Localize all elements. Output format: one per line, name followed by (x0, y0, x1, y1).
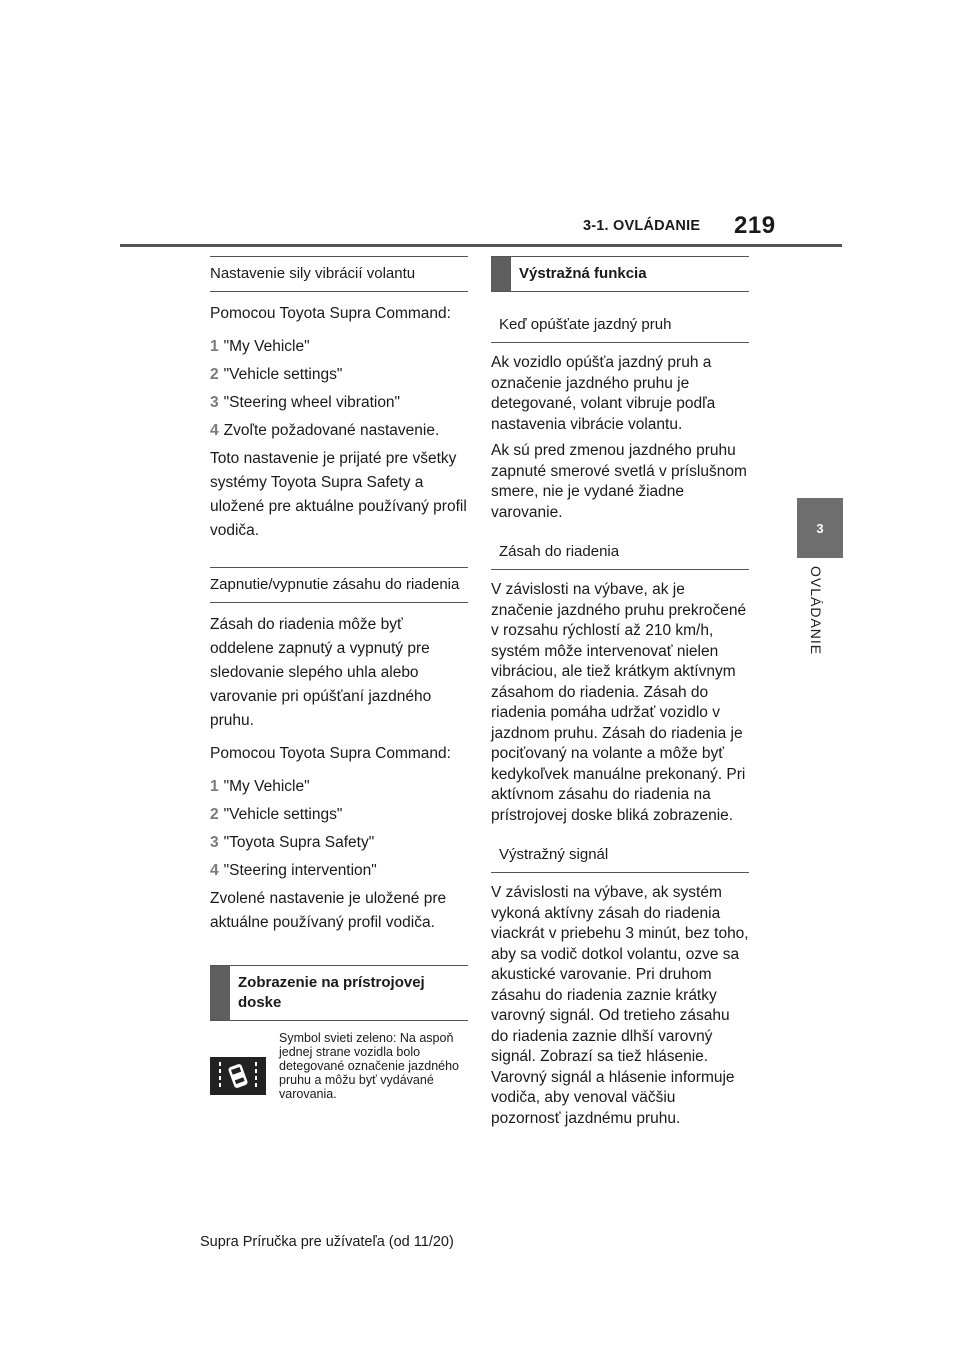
step-item (210, 803, 468, 827)
body-text: Zásah do riadenia môže byť oddelene zapnutý a vypnutý pre sledovanie slepého uhla alebo varovanie pri opúšťaní jazdného pruhu. (210, 616, 432, 729)
chapter-label: OVLÁDANIE (808, 566, 824, 656)
note-text: Toto nastavenie je prijaté pre všetky systémy Toyota Supra Safety a uložené pre aktuálne používaný profil vodiča. (210, 450, 467, 539)
heading-text: Výstražný signál (499, 846, 609, 863)
heading-warning-function (491, 256, 749, 292)
step-number: 3 (210, 394, 219, 411)
step-number: 2 (210, 806, 219, 823)
subheading-leaving-lane (491, 308, 749, 343)
step-number: 2 (210, 366, 219, 383)
step-item (210, 859, 468, 883)
step-item (210, 363, 468, 387)
step-number: 4 (210, 422, 219, 439)
heading-text: Výstražná funkcia (519, 265, 647, 282)
chapter-tab (797, 498, 843, 558)
subheading-warning-signal (491, 838, 749, 873)
lane-keeping-icon (210, 1057, 266, 1095)
heading-vibration-strength (210, 256, 468, 292)
step-number: 4 (210, 862, 219, 879)
symbol-description: Symbol svieti zeleno: Na aspoň jednej strane vozidla bolo detegované označenie jazdného pruhu a môžu byť vydávané varovania. (279, 1031, 460, 1101)
body-text: V závislosti na výbave, ak je značenie jazdného pruhu prekročené v rozsahu rýchlostí až 210 km/h, systém môže intervenovať nielen vibráciou, ale tiež krátkym aktívnym zásahom do riadenia. Zásah do riadenia pomáha udržať vozidlo v jazdnom pruhu. Zásah do riadenia je pociťovaný na volante a môže byť kedykoľvek manuálne prekonaný. Pri aktívnom zásahu do riadenia na prístrojovej doske bliká zobrazenie. (491, 581, 747, 824)
section-title: 3-1. OVLÁDANIE (583, 218, 701, 234)
step-text: "My Vehicle" (223, 338, 310, 355)
subheading-steering-intervention (491, 535, 749, 570)
intro-text: Pomocou Toyota Supra Command: (210, 745, 451, 762)
body-text: Ak vozidlo opúšťa jazdný pruh a označenie jazdného pruhu je detegované, volant vibruje podľa nastavenia vibrácie volantu. (491, 354, 716, 433)
symbol-row (210, 1031, 468, 1101)
step-text: "Vehicle settings" (223, 806, 343, 823)
body-text: V závislosti na výbave, ak systém vykoná aktívny zásah do riadenia viackrát v priebehu 3 minút, bez toho, aby sa vodič dotkol volantu, ozve sa akustické varovanie. Pri druhom zásahu do riadenia zaznie krátky varovný signál. Od tretieho zásahu do riadenia zaznie dlhší varovný signál. Zobrazí sa tiež hlásenie. Varovný signál a hlásenie informuje vodiča, aby venoval väčšiu pozornosť jazdnému pruhu. (491, 884, 749, 1127)
heading-instrument-display (210, 965, 468, 1021)
step-text: Zvoľte požadované nastavenie. (223, 422, 440, 439)
step-item (210, 775, 468, 799)
body-text: Ak sú pred zmenou jazdného pruhu zapnuté smerové svetlá v príslušnom smere, nie je vydané žiadne varovanie. (491, 442, 747, 521)
heading-bar (210, 966, 230, 1020)
step-text: "Steering wheel vibration" (223, 394, 401, 411)
page-number: 219 (734, 212, 776, 239)
intro-text: Pomocou Toyota Supra Command: (210, 305, 451, 322)
header-rule (120, 244, 842, 247)
heading-text: Zásah do riadenia (499, 543, 620, 560)
step-text: "Steering intervention" (223, 862, 377, 879)
step-text: "My Vehicle" (223, 778, 310, 795)
heading-text: Zapnutie/vypnutie zásahu do riadenia (210, 576, 460, 593)
step-item (210, 419, 468, 443)
heading-text: Nastavenie sily vibrácií volantu (210, 265, 416, 282)
step-item (210, 391, 468, 415)
step-text: "Vehicle settings" (223, 366, 343, 383)
heading-bar (491, 257, 511, 291)
note-text: Zvolené nastavenie je uložené pre aktuálne používaný profil vodiča. (210, 890, 447, 931)
heading-text: Zobrazenie na prístrojovej doske (238, 974, 425, 1011)
step-number: 1 (210, 338, 219, 355)
left-column (210, 256, 468, 1101)
step-item (210, 831, 468, 855)
footer-text: Supra Príručka pre užívateľa (od 11/20) (200, 1234, 454, 1250)
right-column (491, 256, 749, 1135)
heading-text: Keď opúšťate jazdný pruh (499, 316, 672, 333)
step-text: "Toyota Supra Safety" (223, 834, 375, 851)
step-number: 1 (210, 778, 219, 795)
step-number: 3 (210, 834, 219, 851)
heading-steering-intervention-toggle (210, 567, 468, 603)
step-item (210, 335, 468, 359)
chapter-number: 3 (816, 520, 824, 536)
